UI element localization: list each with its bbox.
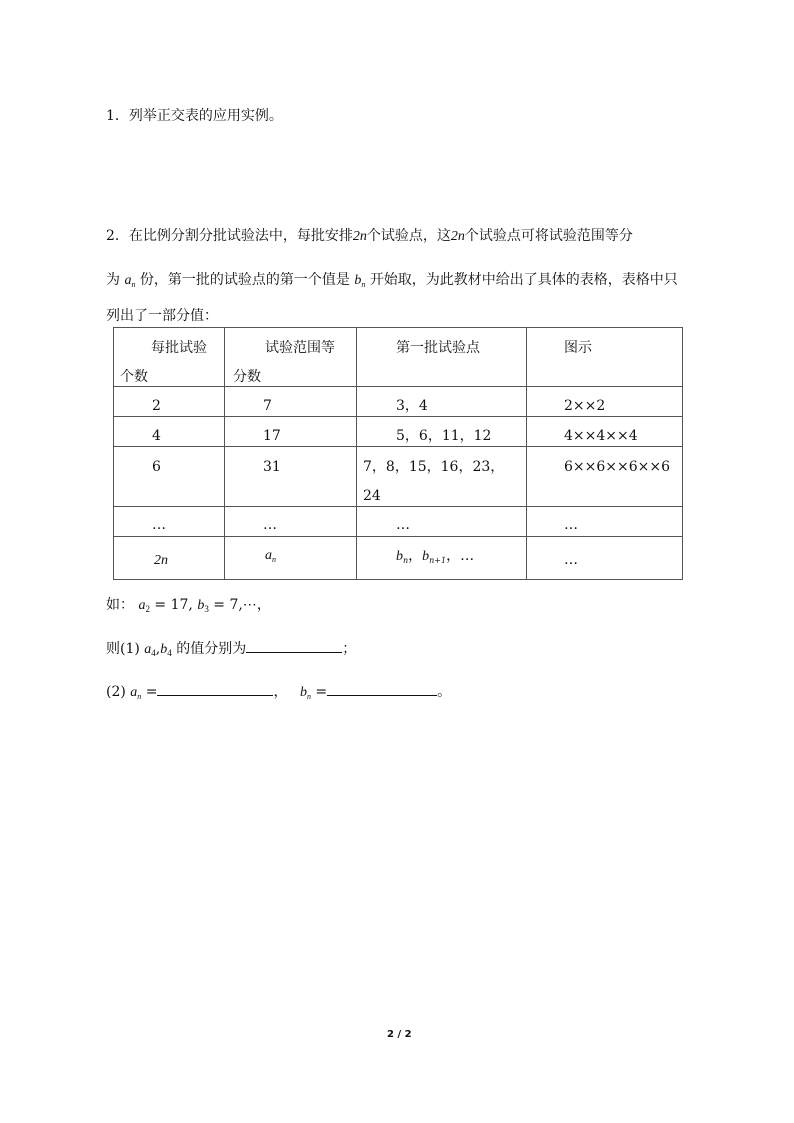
table-cell: 17 [225, 417, 357, 447]
q2-text-a: 2．在比例分割分批试验法中，每批安排 [106, 228, 353, 244]
math-a-n: $a_n$ [130, 685, 142, 701]
question-1: 1．列举正交表的应用实例。 [106, 108, 283, 124]
q2-text-e: 份，第一批的试验点的第一个值是 [139, 272, 350, 288]
answer-blank[interactable] [157, 681, 273, 696]
table-cell: 7 [225, 387, 357, 417]
math-2n: 2n [450, 229, 465, 244]
table-cell: 4 [114, 417, 225, 447]
page-number: 2 / 2 [387, 1029, 412, 1040]
table-row [114, 537, 683, 580]
table-cell: 6 [114, 447, 225, 507]
answer-blank[interactable] [327, 681, 437, 696]
math-b4: $b_4$ [160, 642, 172, 658]
table-row [114, 387, 683, 417]
table-header-cell: 试验范围等 分数 [225, 328, 357, 387]
answer-blank[interactable] [246, 638, 342, 653]
math-b3: $b_3$ [197, 598, 209, 614]
table-cell: … [527, 507, 683, 537]
math-b-n: $b_n$ [299, 685, 311, 701]
table-header-cell: 每批试验 个数 [114, 328, 225, 387]
table-header-cell: 第一批试验点 [357, 328, 527, 387]
table-cell: 2 [114, 387, 225, 417]
q2-text-d: 为 [106, 272, 120, 288]
values-table [113, 327, 683, 580]
table-cell: 2××2 [527, 387, 683, 417]
table-cell: 4××4××4 [527, 417, 683, 447]
math-b-n: $b_n$ [354, 273, 366, 289]
table-header-row [114, 328, 683, 387]
math-b-sequence: $b_n$，$b_{n+1}$，… [396, 548, 475, 565]
math-2n: 2n [352, 229, 367, 244]
question-2-line-3: 列出了一部分值： [106, 308, 218, 324]
table-row [114, 417, 683, 447]
math-a-n: $a_n$ [265, 548, 276, 564]
q2-text-f: 开始取，为此教材中给出了具体的表格，表格中只 [369, 272, 678, 288]
q2-text-c: 个试验点可将试验范围等分 [464, 228, 633, 244]
table-cell: … [114, 507, 225, 537]
table-cell: 2n [114, 537, 225, 580]
table-header-cell: 图示 [527, 328, 683, 387]
table-cell: … [357, 507, 527, 537]
table-cell: 31 [225, 447, 357, 507]
table-cell: 5，6，11，12 [357, 417, 527, 447]
table-row [114, 447, 683, 507]
table-cell: 6××6××6××6 [527, 447, 683, 507]
math-a-n: $a_n$ [124, 273, 136, 289]
question-2-line-2 [106, 271, 678, 294]
math-a4: $a_4$ [144, 642, 156, 658]
table-cell: … [527, 537, 683, 580]
table-cell [357, 537, 527, 580]
table-cell: … [225, 507, 357, 537]
part-1-line: 则(1) $a_4,b_4$ 的值分别为 ； [106, 638, 356, 662]
question-2-line-1 [106, 227, 633, 246]
q2-text-b: 个试验点，这 [366, 228, 451, 244]
example-line: 如： $a_2 = 17$, $b_3$ = 7,⋯， [106, 597, 271, 614]
table-cell [225, 537, 357, 580]
table-cell: 3，4 [357, 387, 527, 417]
math-a2: $a_2$ [138, 598, 150, 614]
table-row [114, 507, 683, 537]
table-cell: 7，8，15，16，23， 24 [357, 447, 527, 507]
part-2-line: (2) $a_n$ = ， $b_n$ = 。 [106, 681, 451, 706]
